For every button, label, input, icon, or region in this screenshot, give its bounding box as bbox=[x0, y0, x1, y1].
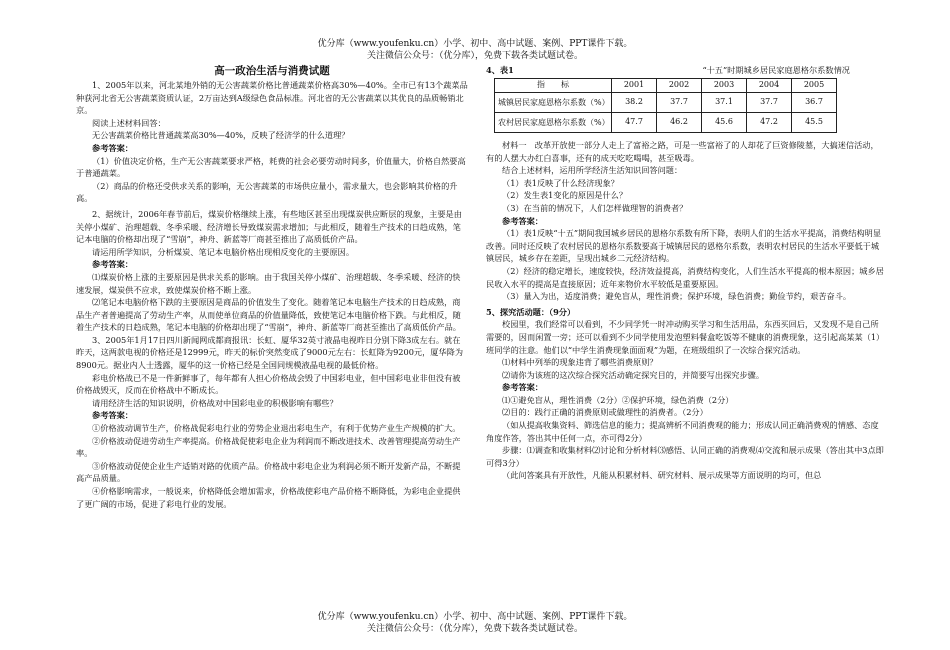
q5-answer-5: （此问答案具有开放性，凡能从积累材料、研究材料、展示成果等方面说明的均可，但总 bbox=[502, 470, 822, 481]
right-column bbox=[486, 64, 884, 482]
table-caption bbox=[486, 64, 884, 77]
table-year: 2001 bbox=[612, 79, 657, 93]
table-cell: 47.7 bbox=[612, 113, 657, 133]
table-row bbox=[495, 93, 837, 113]
q2-question: 请运用所学知识，分析煤炭、笔记本电脑价格出现相反变化的主要原因。 bbox=[92, 246, 355, 257]
q4-sub-2: （2）发生表1变化的原因是什么？ bbox=[502, 190, 628, 201]
table-year: 2005 bbox=[792, 79, 837, 93]
q5-sub-2: ⑵请你为该班的这次综合探究活动确定探究目的，并简要写出探究步骤。 bbox=[502, 369, 765, 380]
q4-label: 4、表1 bbox=[486, 65, 514, 75]
q3-answer-3: ③价格波动促使企业生产适销对路的优质产品。价格战中彩电企业为利润必须不断开发新产品，不断提高产品质量。 bbox=[76, 460, 461, 484]
q4-material: 材料一 改革开放使一部分人走上了富裕之路，可是一些富裕了的人却花了巨资修陵墓，大搞迷信活动，有的人摆大办红白喜事，还有的成天吃吃喝喝，甚至吸毒。 bbox=[486, 140, 879, 163]
q2-answer-1: ⑴煤炭价格上涨的主要原因是供求关系的影响。由于我国关停小煤矿、治理超载、冬季采暖、经济的快速发展，煤炭供不应求，致使煤炭价格不断上涨。 bbox=[76, 271, 461, 295]
q1-answer-2: （2）商品的价格还受供求关系的影响，无公害蔬菜的市场供应量小，需求量大，也会影响其价格的升高。 bbox=[76, 180, 458, 204]
q1-read: 阅读上述材料回答： bbox=[92, 117, 166, 128]
q1-question: 无公害蔬菜价格比普通蔬菜高30%—40%，反映了经济学的什么道理？ bbox=[92, 130, 350, 141]
q5-answer-1: ⑴①避免盲从，理性消费（2分）②保护环境，绿色消费（2分） bbox=[502, 394, 734, 405]
table-row bbox=[495, 113, 837, 133]
q3-text-2: 彩电价格战已不是一件新鲜事了，每年都有人担心价格战会毁了中国彩电业，但中国彩电业非但没有被价格战毁灭，反而在价格战中不断成长。 bbox=[76, 372, 461, 396]
left-column bbox=[76, 64, 468, 510]
engel-table bbox=[494, 78, 837, 133]
q3-question: 请用经济生活的知识说明，价格战对中国彩电业的积极影响有哪些？ bbox=[92, 397, 338, 408]
page-footer bbox=[0, 611, 950, 635]
q3-text: 3、2005年1月17日四川新闻网成都商报讯：长虹、厦华32英寸液晶电视昨日分别下降3成左右。就在昨天，这两款电视的价格还是12999元，昨天的标价突然变成了9000元左右：长虹降为9200元，厦华降为8900元。据业内人士透露，厦华的这一价格已经是全国同规模液晶电视的最低价格。 bbox=[76, 334, 464, 371]
q2-answer-2: ⑵笔记本电脑价格下跌的主要原因是商品的价值发生了变化。随着笔记本电脑生产技术的日趋成熟，商品生产者普遍提高了劳动生产率，从而使单位商品的价值量降低，致使笔记本电脑价格下跌。与此相反，随着生产技术的日趋成熟，笔记本电脑的价格却出现了“雪崩”，神舟、新蓝等厂商甚至推出了高质低价产品。 bbox=[76, 297, 461, 333]
q4-answer-label: 参考答案： bbox=[502, 215, 543, 226]
q5-sub-1: ⑴材料中列举的现象违背了哪些消费原则？ bbox=[502, 357, 658, 368]
table-cell: 45.5 bbox=[792, 113, 837, 133]
table-cell: 37.7 bbox=[657, 93, 702, 113]
q5-answer-3: （如从提高收集资料、筛选信息的能力；提高辨析不同消费观的能力；形成认同正确消费观的情感、态度角度作答，答出其中任何一点，亦可得2分） bbox=[486, 420, 879, 443]
q5-text: 校园里，我们经常可以看到，不少同学凭一时冲动购买学习和生活用品，东西买回后，又发现不是自己所需要的，因而闲置一旁；还可以看到不少同学使用发泡塑料餐盒吃饭等不健康的消费现象，这引起高某某（1）班同学的注意。他们以“中学生消费现象面面观”为题，在班级组织了一次综合探究活动。 bbox=[486, 319, 881, 355]
footer-line-1: 优分库（www.youfenku.cn）小学、初中、高中试题、案例、PPT课件下载。 bbox=[317, 612, 633, 622]
table-cell: 46.2 bbox=[657, 113, 702, 133]
header-line-2: 关注微信公众号：（优分库），免费下载各类试题试卷。 bbox=[366, 51, 583, 61]
q4-sub-3: （3）在当前的情况下，人们怎样做理智的消费者？ bbox=[502, 202, 688, 213]
q4-sub-1: （1）表1反映了什么经济现象？ bbox=[502, 177, 619, 188]
q3-answer-1: ①价格波动调节生产，价格战促彩电行业的劳势企业退出彩电生产，有利于优势产业生产规模的扩大。 bbox=[92, 423, 461, 434]
table-cell: 47.2 bbox=[747, 113, 792, 133]
table-cell: 45.6 bbox=[702, 113, 747, 133]
row-label: 城镇居民家庭恩格尔系数（%） bbox=[495, 93, 612, 113]
q2-text: 2、据统计，2006年春节前后，煤炭价格继续上涨，有些地区甚至出现煤炭供应断层的现象，主要是由关停小煤矿、治理超载、冬季采暖、经济增长导致煤炭需求增加；与此相反，随着生产技术的日趋成熟，笔记本电脑的价格却出现了“雪崩”，神舟、新蓝等厂商甚至推出了高质低价产品。 bbox=[76, 208, 462, 245]
q1-answer-1: （1）价值决定价格，生产无公害蔬菜要求严格，耗费的社会必要劳动时间多，价值量大，价格自然要高于普通蔬菜。 bbox=[76, 155, 466, 179]
header-line-1: 优分库（www.youfenku.cn）小学、初中、高中试题、案例、PPT课件下载。 bbox=[317, 39, 633, 49]
q3-answer-4: ④价格影响需求，一般说来，价格降低会增加需求，价格战使彩电产品价格不断降低，为彩电企业提供了更广阔的市场，促进了彩电行业的发展。 bbox=[76, 486, 461, 509]
q1-text: 1、2005年以来，河北某地外销的无公害蔬菜价格比普通蔬菜价格高30%—40%。全市已有13个蔬菜品种获河北省无公害蔬菜资质认证，2万亩达到A级绿色食品标准。河北省的无公害蔬菜以其优良的品质畅销北京。 bbox=[76, 80, 468, 116]
q5-answer-2: ⑵目的：践行正确的消费原则或做理性的消费者。（2分） bbox=[502, 407, 708, 418]
table-year: 2004 bbox=[747, 79, 792, 93]
q4-answer-2: （2）经济的稳定增长，速度较快，经济效益提高，消费结构变化，人们生活水平提高的根本原因；城乡居民收入水平的提高是直接原因；近年来物价水平较低是重要原因。 bbox=[486, 265, 884, 289]
q5-answer-4: 步骤：⑴调查和收集材料⑵讨论和分析材料⑶感悟、认同正确的消费观⑷交流和展示成果（答出其中3点即可得3分） bbox=[486, 445, 884, 468]
q5-answer-label: 参考答案： bbox=[502, 382, 543, 393]
table-header-label: 指 标 bbox=[495, 79, 612, 93]
table-cell: 38.2 bbox=[612, 93, 657, 113]
table-header-row bbox=[495, 79, 837, 93]
q2-answer-label: 参考答案： bbox=[92, 259, 133, 270]
footer-line-2: 关注微信公众号：（优分库），免费下载各类试题试卷。 bbox=[366, 624, 583, 634]
table-year: 2002 bbox=[657, 79, 702, 93]
q3-answer-2: ②价格波动促进劳动生产率提高。价格战促使彩电企业为利润而不断改进技术、改善管理提高劳动生产率。 bbox=[76, 435, 461, 459]
table-cell: 37.1 bbox=[702, 93, 747, 113]
page-header bbox=[0, 38, 950, 62]
table-title: “十五”时期城乡居民家庭恩格尔系数情况 bbox=[702, 65, 850, 75]
q3-answer-label: 参考答案： bbox=[92, 410, 133, 421]
q1-answer-label: 参考答案： bbox=[92, 142, 133, 153]
table-cell: 37.7 bbox=[747, 93, 792, 113]
table-year: 2003 bbox=[702, 79, 747, 93]
row-label: 农村居民家庭恩格尔系数（%） bbox=[495, 113, 612, 133]
q4-intro: 结合上述材料，运用所学经济生活知识回答问题： bbox=[502, 165, 683, 176]
q4-answer-1: （1）表1反映“十五”期间我国城乡居民的恩格尔系数有所下降，表明人们的生活水平提高，消费结构明显改善。同时还反映了农村居民的恩格尔系数要高于城镇居民的恩格尔系数，表明农村居民的生活水平要低于城镇居民，城乡存在差距，呈现出城乡二元经济结构。 bbox=[486, 228, 882, 264]
q5-label: 5、探究活动题：（9分） bbox=[486, 306, 576, 317]
q4-answer-3: （3）量入为出，适度消费；避免盲从，理性消费；保护环境，绿色消费；勤俭节约，艰苦奋斗。 bbox=[502, 291, 852, 302]
page-title: 高一政治生活与消费试题 bbox=[214, 65, 330, 77]
table-cell: 36.7 bbox=[792, 93, 837, 113]
